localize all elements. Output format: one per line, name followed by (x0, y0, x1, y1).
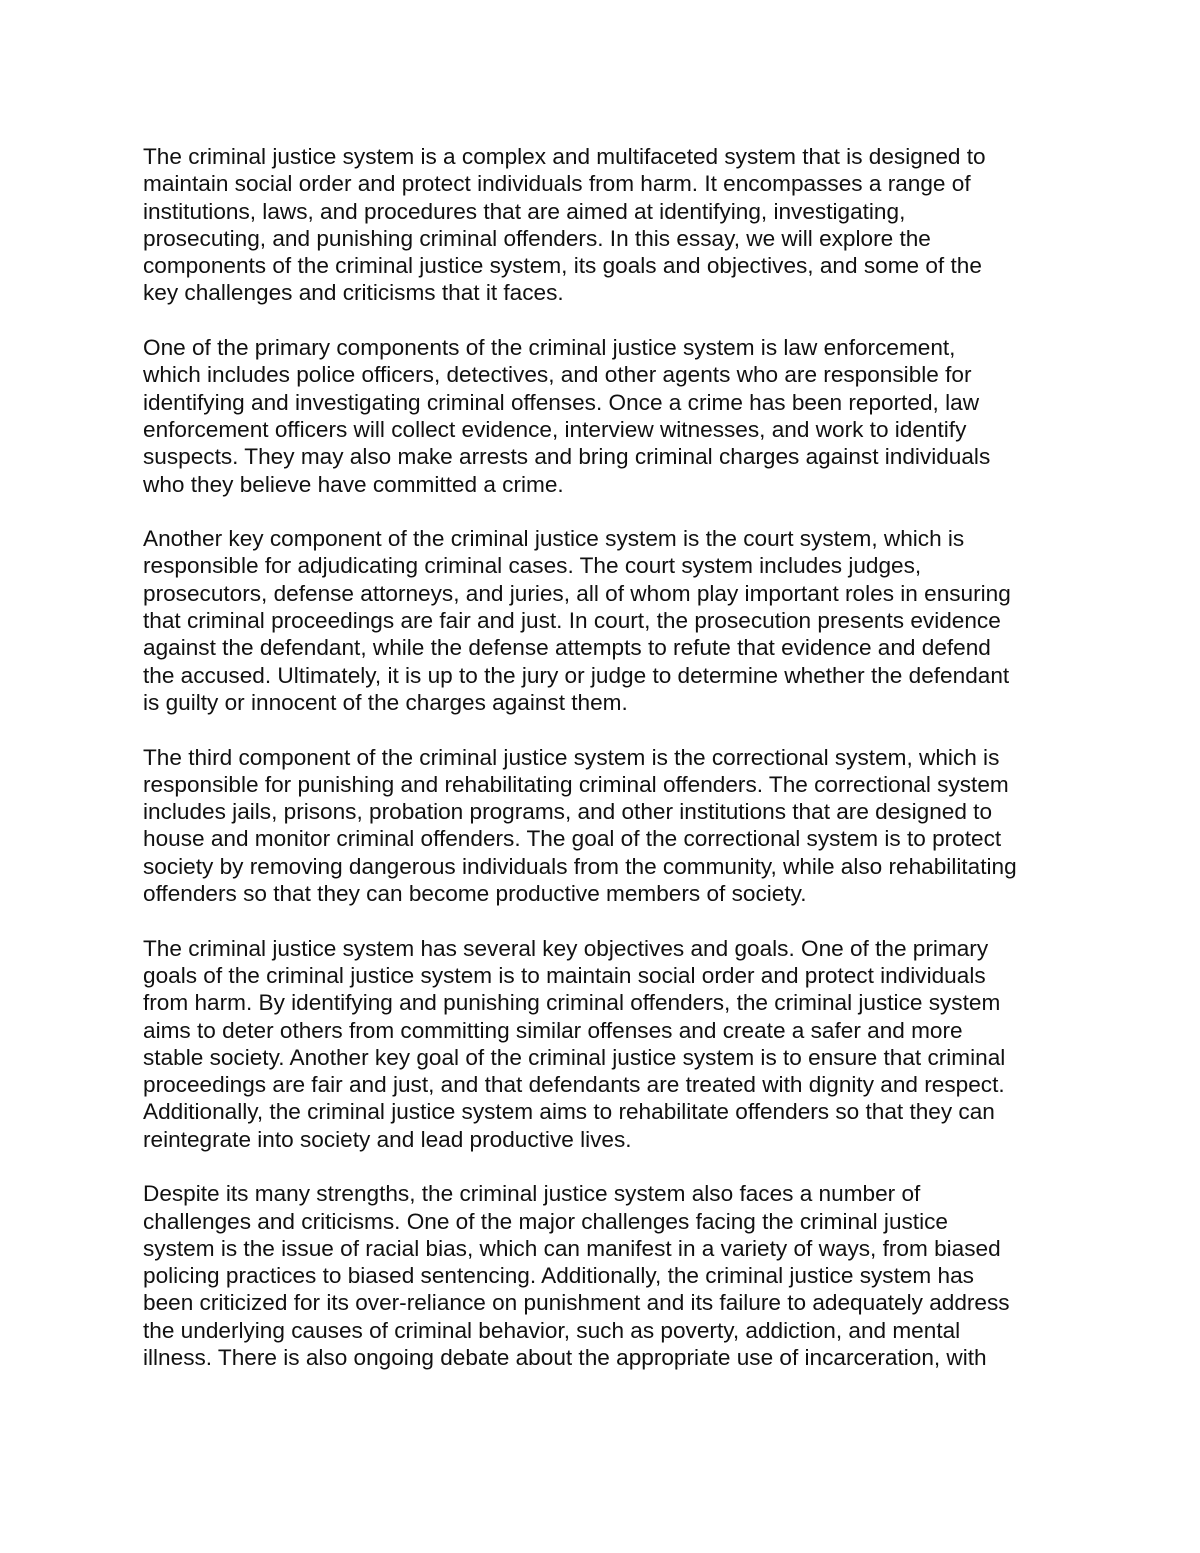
text-line: One of the primary components of the criminal justice system is law enforcement, (143, 335, 956, 361)
text-line: The criminal justice system is a complex and multifaceted system that is designed to (143, 144, 986, 169)
paragraph-correctional-system (143, 744, 1068, 908)
text-line: from harm. By identifying and punishing criminal offenders, the criminal justice system (143, 990, 1001, 1016)
text-line: the underlying causes of criminal behavior, such as poverty, addiction, and mental (143, 1317, 961, 1343)
text-line: key challenges and criticisms that it faces. (143, 280, 564, 306)
text-line: that criminal proceedings are fair and just. In court, the prosecution presents evidence (143, 608, 1001, 634)
text-line: reintegrate into society and lead productive lives. (143, 1126, 632, 1152)
text-line: system is the issue of racial bias, which can manifest in a variety of ways, from biased (143, 1235, 1001, 1261)
text-line: suspects. They may also make arrests and bring criminal charges against individuals (143, 444, 991, 470)
text-line: who they believe have committed a crime. (143, 471, 564, 497)
document-body (143, 143, 1068, 1399)
text-line: been criticized for its over-reliance on punishment and its failure to adequately address (143, 1290, 1010, 1316)
text-line: illness. There is also ongoing debate about the appropriate use of incarceration, with (143, 1345, 987, 1371)
text-line: offenders so that they can become productive members of society. (143, 881, 807, 907)
text-line: prosecutors, defense attorneys, and juries, all of whom play important roles in ensuring (143, 580, 1011, 606)
text-line: proceedings are fair and just, and that defendants are treated with dignity and respect. (143, 1072, 1005, 1098)
text-line: components of the criminal justice system, its goals and objectives, and some of the (143, 253, 982, 279)
text-line: against the defendant, while the defense attempts to refute that evidence and defend (143, 635, 991, 661)
text-line: The third component of the criminal justice system is the correctional system, which is (143, 744, 1000, 770)
text-line: aims to deter others from committing similar offenses and create a safer and more (143, 1017, 963, 1043)
text-line: challenges and criticisms. One of the major challenges facing the criminal justice (143, 1208, 948, 1234)
text-line: maintain social order and protect individuals from harm. It encompasses a range of (143, 171, 971, 197)
text-line: The criminal justice system has several key objectives and goals. One of the primary (143, 935, 989, 961)
text-line: which includes police officers, detectives, and other agents who are responsible for (143, 362, 972, 388)
paragraph-objectives (143, 935, 1068, 1153)
text-line: society by removing dangerous individuals from the community, while also rehabilitating (143, 853, 1017, 879)
paragraph-intro (143, 143, 1068, 307)
text-line: institutions, laws, and procedures that are aimed at identifying, investigating, (143, 198, 906, 224)
paragraph-court-system (143, 525, 1068, 716)
paragraph-challenges (143, 1180, 1068, 1371)
text-line: Despite its many strengths, the criminal justice system also faces a number of (143, 1181, 921, 1207)
text-line: prosecuting, and punishing criminal offenders. In this essay, we will explore the (143, 225, 931, 251)
text-line: responsible for punishing and rehabilitating criminal offenders. The correctional system (143, 771, 1009, 797)
text-line: goals of the criminal justice system is to maintain social order and protect individuals (143, 962, 986, 988)
text-line: Additionally, the criminal justice system aims to rehabilitate offenders so that they can (143, 1099, 995, 1125)
text-line: policing practices to biased sentencing. Additionally, the criminal justice system has (143, 1263, 974, 1289)
text-line: enforcement officers will collect evidence, interview witnesses, and work to identify (143, 416, 967, 442)
text-line: Another key component of the criminal justice system is the court system, which is (143, 526, 965, 552)
text-line: identifying and investigating criminal offenses. Once a crime has been reported, law (143, 389, 980, 415)
paragraph-law-enforcement (143, 334, 1068, 498)
text-line: includes jails, prisons, probation programs, and other institutions that are designed to (143, 799, 993, 825)
text-line: is guilty or innocent of the charges against them. (143, 689, 628, 715)
text-line: stable society. Another key goal of the criminal justice system is to ensure that criminal (143, 1044, 1006, 1070)
text-line: the accused. Ultimately, it is up to the jury or judge to determine whether the defendant (143, 662, 1010, 688)
text-line: responsible for adjudicating criminal cases. The court system includes judges, (143, 553, 922, 579)
text-line: house and monitor criminal offenders. The goal of the correctional system is to protect (143, 826, 1002, 852)
